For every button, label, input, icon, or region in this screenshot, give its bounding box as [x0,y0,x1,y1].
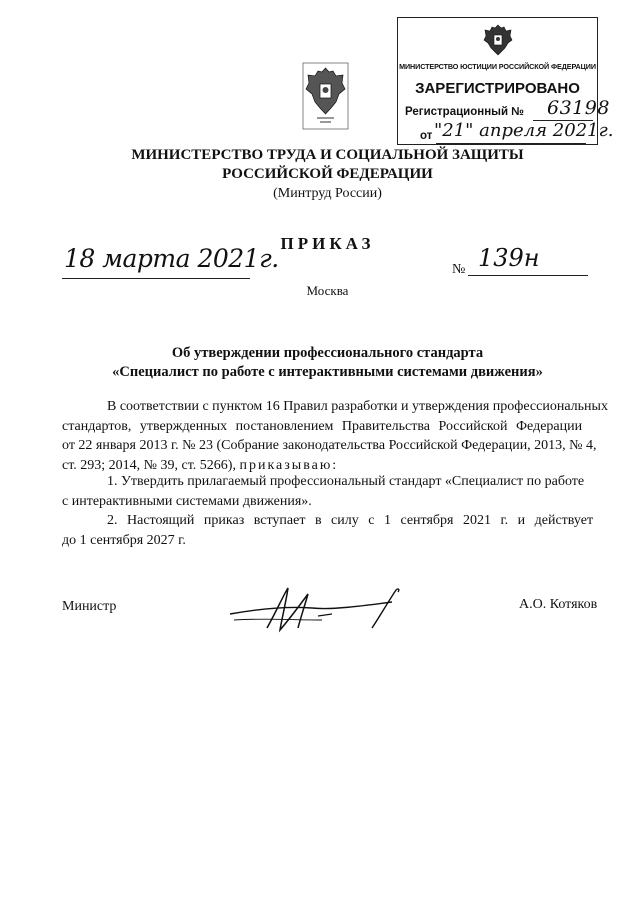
stamp-date-prefix: от [420,130,433,142]
paragraph-line: с интерактивными системами движения». [62,493,312,509]
paragraph-line: от 22 января 2013 г. № 23 (Собрание законодательства Российской Федерации, 2013, № 4, [62,438,597,453]
stamp-registration-label: Регистрационный № [405,106,525,118]
document-title-line1: Об утверждении профессионального стандарта [171,345,484,361]
stamp-date-underline [436,143,586,144]
order-verb: приказываю: [239,457,339,473]
paragraph-line: В соответствии с пунктом 16 Правил разработки и утверждения профессиональных [107,399,608,414]
handwritten-signature [222,580,412,640]
preamble-paragraph [62,397,609,475]
city: Москва [306,283,349,298]
document-title-line2: «Специалист по работе с интерактивными системами движения» [112,364,543,380]
paragraph-line: до 1 сентября 2027 г. [62,532,186,548]
item-1-paragraph [62,472,609,511]
stamp-registered-label: ЗАРЕГИСТРИРОВАНО [415,80,580,97]
paragraph-line: стандартов, утвержденных постановлением Правительства Российской Федерации [62,418,583,434]
order-date-underline [62,278,250,279]
ministry-name-line2: РОССИЙСКОЙ ФЕДЕРАЦИИ [222,166,433,182]
signer-title: Министр [62,599,117,614]
item-2-paragraph [62,511,609,550]
paragraph-text: ст. 293; 2014, № 39, ст. 5266), [62,457,236,473]
coat-of-arms-icon [481,22,515,58]
paragraph-line: 2. Настоящий приказ вступает в силу с 1 сентября 2021 г. и действует [107,513,594,528]
stamp-ministry-name: МИНИСТЕРСТВО ЮСТИЦИИ РОССИЙСКОЙ ФЕДЕРАЦИИ [399,62,596,71]
signer-name: А.О. Котяков [519,597,598,612]
ministry-name-line1: МИНИСТЕРСТВО ТРУДА И СОЦИАЛЬНОЙ ЗАЩИТЫ [131,147,524,163]
coat-of-arms-icon [302,62,349,130]
order-date: 18 марта 2021г. [64,244,279,273]
ministry-short-name: (Минтруд России) [273,186,382,201]
order-number: 139н [478,244,540,272]
stamp-registration-date: "21" апреля 2021г. [434,120,614,141]
stamp-registration-number: 63198 [547,97,610,119]
order-number-underline [468,275,588,276]
paragraph-line: 1. Утвердить прилагаемый профессиональный стандарт «Специалист по работе [107,474,585,489]
number-sign: № [452,262,466,277]
order-title: ПРИКАЗ [280,234,375,253]
